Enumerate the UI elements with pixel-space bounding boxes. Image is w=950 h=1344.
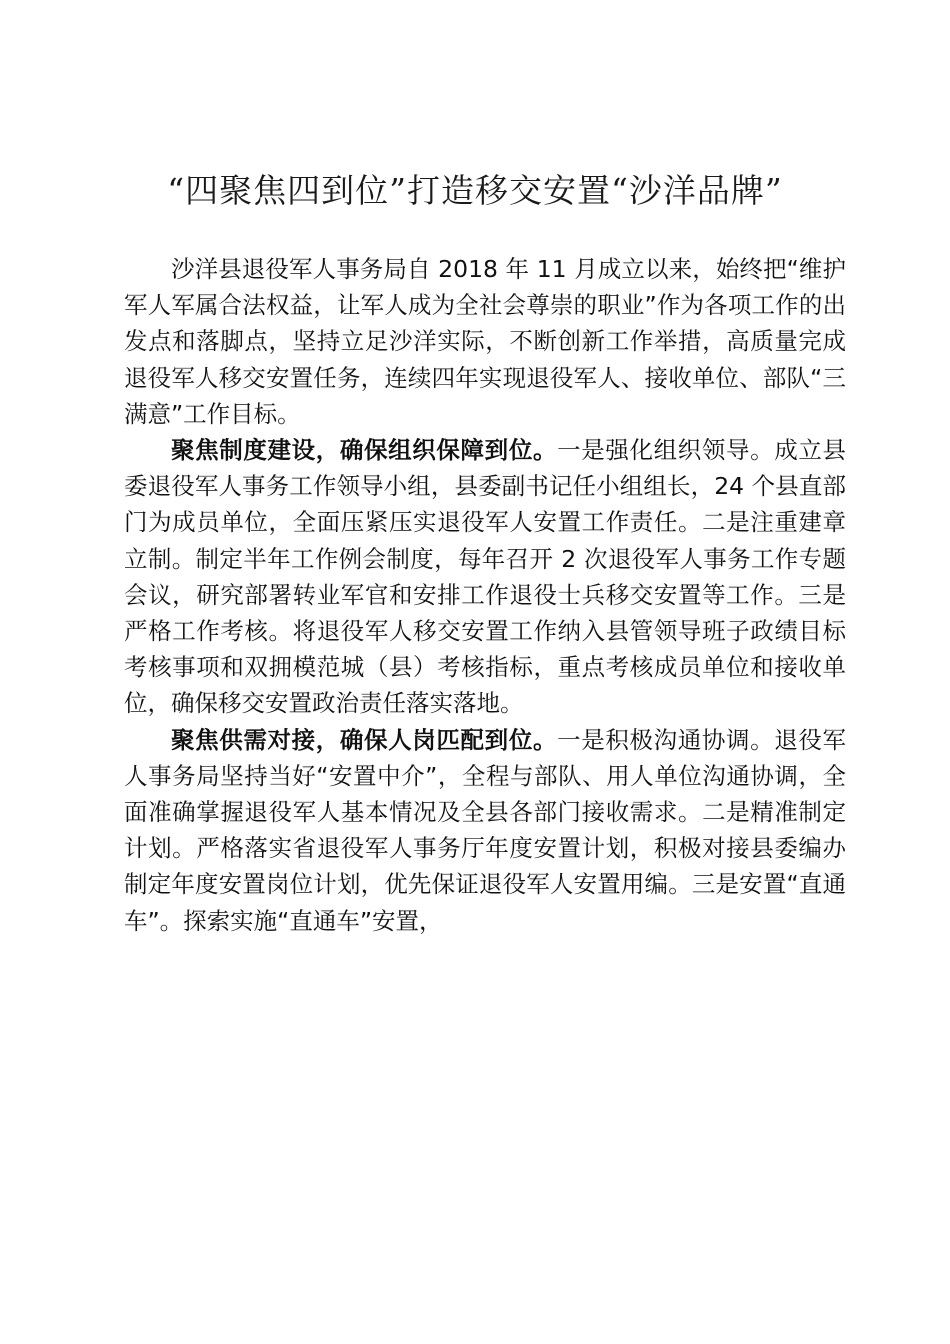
paragraph-intro	[124, 251, 846, 432]
document-title: “四聚焦四到位”打造移交安置“沙洋品牌”	[167, 171, 783, 210]
paragraph-text: 一是积极沟通协调。退役军人事务局坚持当好“安置中介”，全程与部队、用人单位沟通协调，全面准确掌握退役军人基本情况及全县各部门接收需求。二是精准制定计划。严格落实省退役军人事务厅年度安置计划，积极对接县委编办制定年度安置岗位计划，优先保证退役军人安置用编。三是安置“直通车”。探索实施“直通车”安置，	[124, 725, 847, 935]
paragraph-text: 一是强化组织领导。成立县委退役军人事务工作领导小组，县委副书记任小组组长，24 个县直部门为成员单位，全面压紧压实退役军人安置工作责任。二是注重建章立制。制定半年工作例会制度，每年召开 2 次退役军人事务工作专题会议，研究部署转业军官和安排工作退役士兵移交安置等工作。三是严格工作考核。将退役军人移交安置工作纳入县管领导班子政绩目标考核事项和双拥模范城（县）考核指标，重点考核成员单位和接收单位，确保移交安置政治责任落实落地。	[124, 436, 847, 718]
paragraph-system-building	[124, 432, 846, 722]
paragraph-lead: 聚焦制度建设，确保组织保障到位。	[171, 436, 558, 465]
paragraph-supply-demand	[124, 722, 846, 939]
paragraph-lead: 聚焦供需对接，确保人岗匹配到位。	[171, 725, 558, 754]
paragraph-text: 沙洋县退役军人事务局自 2018 年 11 月成立以来，始终把“维护军人军属合法权益，让军人成为全社会尊崇的职业”作为各项工作的出发点和落脚点，坚持立足沙洋实际，不断创新工作举措，高质量完成退役军人移交安置任务，连续四年实现退役军人、接收单位、部队“三满意”工作目标。	[124, 255, 846, 428]
document-body	[124, 251, 846, 939]
